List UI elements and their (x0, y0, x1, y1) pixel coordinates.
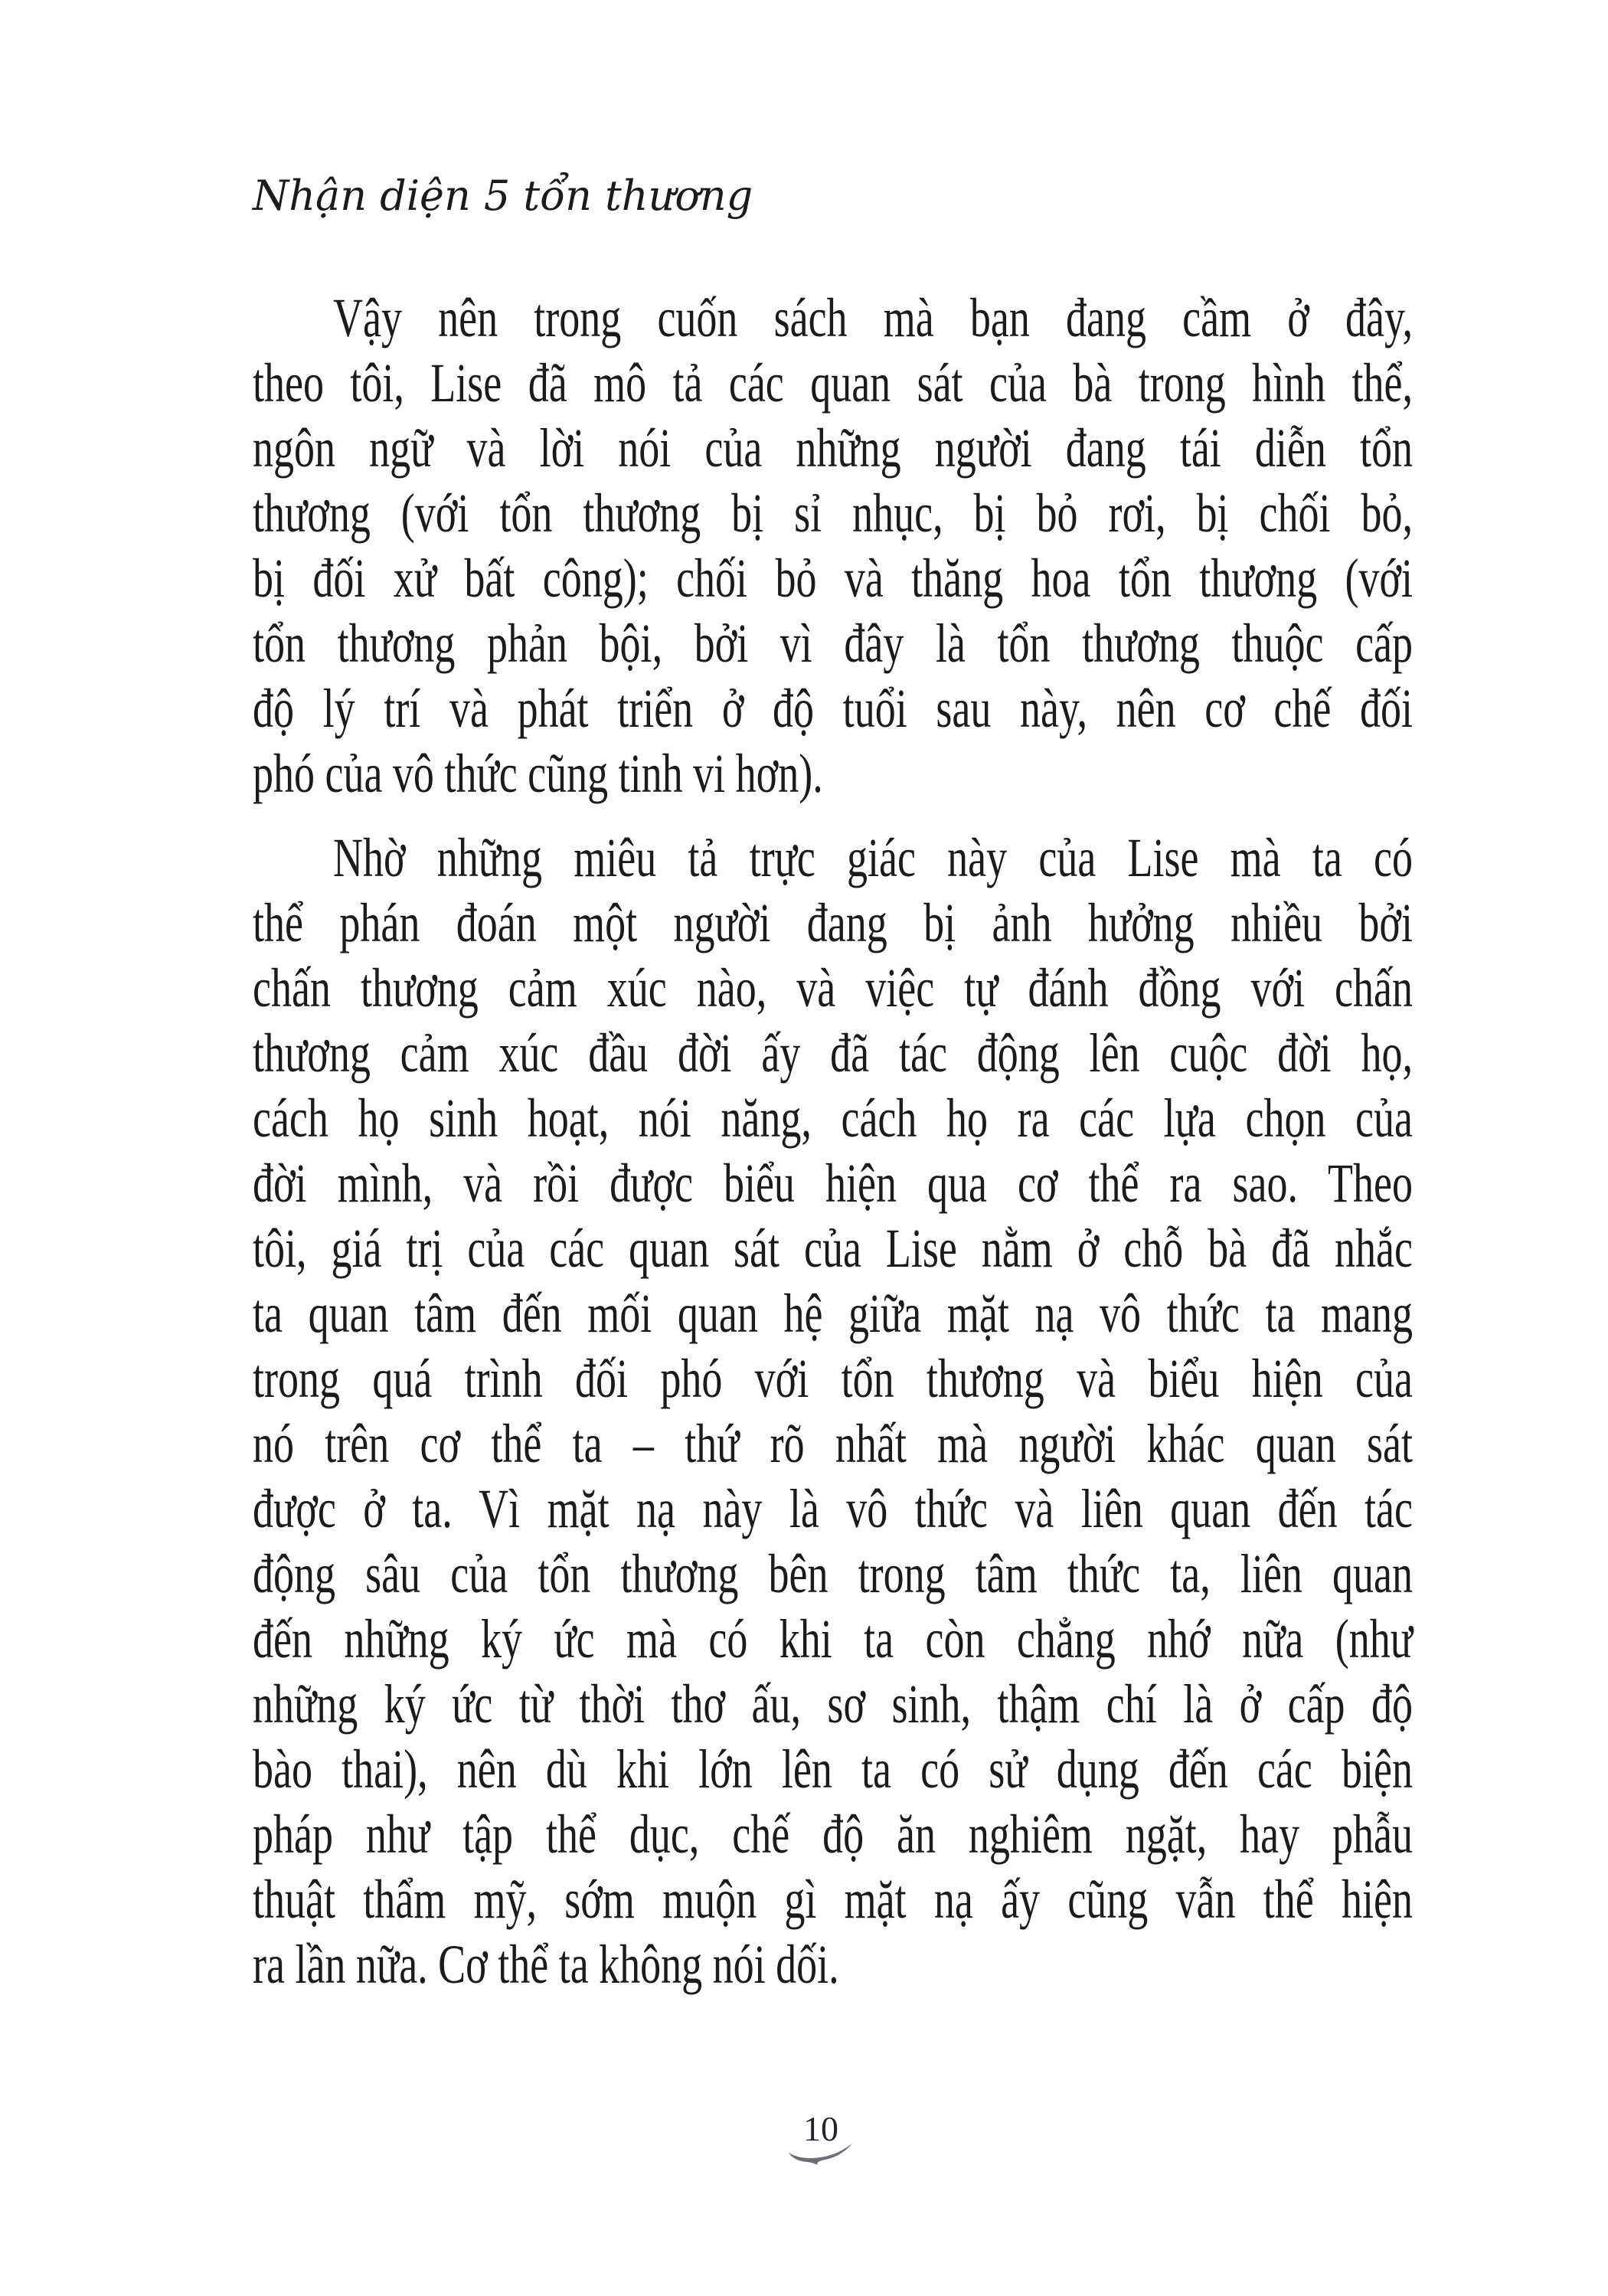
text-line: chấn thương cảm xúc nào, và việc tự đánh đồng với chấn (253, 957, 1413, 1019)
text-line: bào thai), nên dù khi lớn lên ta có sử dụng đến các biện (253, 1738, 1413, 1800)
running-header: Nhận diện 5 tổn thương (253, 172, 753, 220)
text-line: thương cảm xúc đầu đời ấy đã tác động lên cuộc đời họ, (253, 1022, 1413, 1084)
calligraphic-swash-icon (787, 2142, 853, 2165)
text-line: Nhờ những miêu tả trực giác này của Lise mà ta có (333, 827, 1413, 888)
text-line: thương (với tổn thương bị sỉ nhục, bị bỏ rơi, bị chối bỏ, (253, 482, 1413, 544)
text-line: thuật thẩm mỹ, sớm muộn gì mặt nạ ấy cũng vẫn thể hiện (253, 1869, 1413, 1930)
text-line: pháp như tập thể dục, chế độ ăn nghiêm ngặt, hay phẫu (253, 1804, 1413, 1865)
paragraph (253, 286, 1413, 806)
text-line: theo tôi, Lise đã mô tả các quan sát của bà trong hình thể, (253, 352, 1413, 414)
text-line: bị đối xử bất công); chối bỏ và thăng hoa tổn thương (với (253, 548, 1413, 609)
text-line: ngôn ngữ và lời nói của những người đang tái diễn tổn (253, 417, 1413, 479)
text-line: cách họ sinh hoạt, nói năng, cách họ ra các lựa chọn của (253, 1087, 1413, 1149)
text-line: những ký ức từ thời thơ ấu, sơ sinh, thậm chí là ở cấp độ (253, 1673, 1413, 1735)
text-line: động sâu của tổn thương bên trong tâm thức ta, liên quan (253, 1543, 1413, 1604)
text-line: đến những ký ức mà có khi ta còn chẳng nhớ nữa (như (253, 1608, 1413, 1670)
text-line: ta quan tâm đến mối quan hệ giữa mặt nạ vô thức ta mang (253, 1283, 1413, 1344)
text-line: trong quá trình đối phó với tổn thương và biểu hiện của (253, 1348, 1413, 1409)
text-line: tổn thương phản bội, bởi vì đây là tổn thương thuộc cấp (253, 613, 1413, 674)
text-line: ra lần nữa. Cơ thể ta không nói dối. (253, 1934, 839, 1995)
page-number: 10 (803, 2109, 838, 2148)
text-line: tôi, giá trị của các quan sát của Lise nằm ở chỗ bà đã nhắc (253, 1218, 1413, 1279)
text-line: Vậy nên trong cuốn sách mà bạn đang cầm ở đây, (333, 287, 1413, 348)
text-line: phó của vô thức cũng tinh vi hơn). (253, 743, 823, 804)
text-line: độ lý trí và phát triển ở độ tuổi sau này, nên cơ chế đối (253, 678, 1413, 739)
text-line: đời mình, và rồi được biểu hiện qua cơ thể ra sao. Theo (253, 1153, 1413, 1214)
text-line: được ở ta. Vì mặt nạ này là vô thức và liên quan đến tác (253, 1478, 1413, 1539)
text-line: thể phán đoán một người đang bị ảnh hưởng nhiều bởi (253, 892, 1413, 953)
paragraph (253, 826, 1413, 1997)
text-column (253, 286, 1413, 1997)
text-line: nó trên cơ thể ta – thứ rõ nhất mà người khác quan sát (253, 1413, 1413, 1474)
